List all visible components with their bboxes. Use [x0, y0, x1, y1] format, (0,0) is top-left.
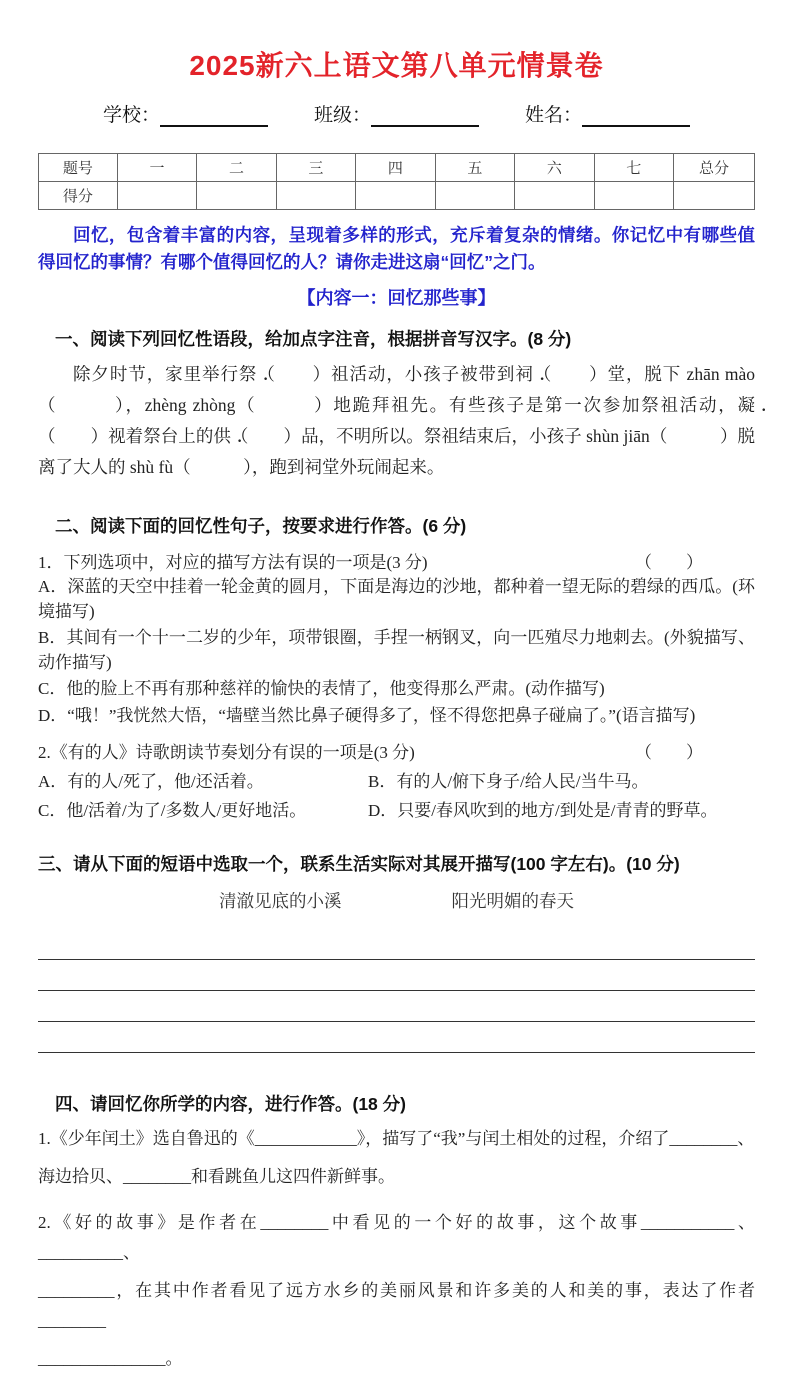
q2-option-c: C．他/活着/为了/多数人/更好地活。: [38, 801, 307, 820]
score-table-cell: 四: [356, 154, 435, 182]
score-cell-empty: [117, 182, 196, 210]
intro-paragraph: 回忆，包含着丰富的内容，呈现着多样的形式，充斥着复杂的情绪。你记忆中有哪些值得回忆的事情？有哪个值得回忆的人？请你走进这扇“回忆”之门。: [38, 225, 755, 272]
passage-text: （ ）堂，脱下 zhān mào（ ），zhèng zhòng（ ）地跪拜祖先。有些孩子是第一次参加祭祖活动，: [38, 364, 756, 415]
score-cell-empty: [435, 182, 514, 210]
score-table-cell: 二: [197, 154, 276, 182]
section4-q1-line1: 1.《少年闰土》选自鲁迅的《____________》，描写了“我”与闰土相处的过程，介绍了________、: [38, 1129, 755, 1148]
score-table-score-row: [39, 182, 755, 210]
school-field: [103, 100, 268, 127]
score-table-cell: 总分: [674, 154, 755, 182]
class-field: [314, 100, 479, 127]
student-info-row: [38, 100, 755, 127]
q1-answer-paren: （ ）: [635, 553, 703, 572]
score-cell-empty: [674, 182, 755, 210]
school-blank: [160, 105, 268, 127]
section4-heading: 四、请回忆你所学的内容，进行作答。(18 分): [55, 1094, 406, 1114]
section4-q2-line3: _______________。: [38, 1349, 183, 1368]
school-label: 学校：: [102, 105, 160, 126]
name-field: [525, 100, 690, 127]
score-cell-empty: [197, 182, 276, 210]
writing-line: [38, 991, 755, 1022]
passage-text: 除夕时节，家里举行: [73, 364, 239, 384]
writing-lines: [38, 929, 755, 1053]
section4-q1-line2: 海边拾贝、________和看跳鱼儿这四件新鲜事。: [38, 1167, 395, 1186]
q2-option-b: B．有的人/俯下身子/给人民/当牛马。: [368, 772, 649, 791]
q1-option-c: C．他的脸上不再有那种慈祥的愉快的表情了，他变得那么严肃。(动作描写): [38, 679, 605, 698]
q1-option-a: A．深蓝的天空中挂着一轮金黄的圆月，下面是海边的沙地，都种着一望无际的碧绿的西瓜。(环境描写): [38, 577, 755, 621]
score-table: [38, 153, 755, 210]
q2-option-a: A．有的人/死了，他/还活着。: [38, 772, 264, 791]
score-table-cell: 六: [515, 154, 594, 182]
writing-line: [38, 960, 755, 991]
dotted-char: 祭: [238, 364, 258, 384]
section2-heading: 二、阅读下面的回忆性句子，按要求进行作答。(6 分): [55, 516, 467, 536]
writing-line: [38, 1022, 755, 1053]
page-title: 2025新六上语文第八单元情景卷: [189, 50, 604, 81]
score-table-header-row: [39, 154, 755, 182]
section2-q1-stem-row: [38, 548, 755, 573]
class-label: 班级：: [313, 105, 371, 126]
passage-text: （ ）视着祭台上的: [38, 426, 214, 446]
section3-phrases: [38, 888, 755, 913]
score-cell-empty: [356, 182, 435, 210]
dotted-char: 供: [213, 426, 231, 446]
passage-text: （ ）品，不明所以。祭祖结束后，小孩子 shùn jiān（ ）脱离了大人的 shù fù（ ），跑到祠堂外玩闹起来。: [38, 426, 756, 477]
score-table-cell: 三: [276, 154, 355, 182]
section1-heading: 一、阅读下列回忆性语段，给加点字注音，根据拼音写汉字。(8 分): [55, 329, 572, 349]
score-table-cell: 题号: [39, 154, 118, 182]
q2-answer-paren: （ ）: [635, 743, 703, 762]
score-table-cell: 五: [435, 154, 514, 182]
score-cell-empty: [276, 182, 355, 210]
phrase-spring: 阳光明媚的春天: [451, 891, 574, 911]
section4-q2-line1: 2.《好的故事》是作者在________中看见的一个好的故事，这个故事___________、__________、: [38, 1213, 755, 1262]
content-banner: 【内容一：回忆那些事】: [297, 288, 496, 308]
class-blank: [371, 105, 479, 127]
passage-text: （ ）祖活动，小孩子被带到: [257, 364, 516, 384]
score-cell-empty: [515, 182, 594, 210]
score-table-cell: 七: [594, 154, 673, 182]
section3-heading: 三、请从下面的短语中选取一个，联系生活实际对其展开描写(100 字左右)。(10 分): [38, 854, 680, 874]
q1-stem: 1．下列选项中，对应的描写方法有误的一项是(3 分): [38, 553, 428, 572]
q2-stem: 2.《有的人》诗歌朗读节奏划分有误的一项是(3 分): [38, 743, 415, 762]
score-table-cell: 一: [117, 154, 196, 182]
q2-options-row1: [38, 767, 755, 792]
section1-passage: [38, 359, 755, 483]
dotted-char: 祠: [515, 364, 534, 384]
section4-q2-line2: _________，在其中作者看见了远方水乡的美丽风景和许多美的人和美的事，表达了作者________: [38, 1281, 755, 1330]
section2-q2-stem-row: [38, 738, 755, 763]
phrase-stream: 清澈见底的小溪: [219, 891, 342, 911]
score-cell-empty: [594, 182, 673, 210]
q2-option-d: D．只要/春风吹到的地方/到处是/青青的野草。: [368, 801, 718, 820]
dotted-char: 凝: [737, 395, 755, 415]
writing-line: [38, 929, 755, 960]
name-blank: [582, 105, 690, 127]
name-label: 姓名：: [525, 105, 583, 126]
q2-options-row2: [38, 796, 755, 821]
q1-option-d: D．“哦！”我恍然大悟，“墙壁当然比鼻子硬得多了，怪不得您把鼻子碰扁了。”(语言描写): [38, 705, 696, 725]
q1-option-b: B．其间有一个十一二岁的少年，项带银圈，手捏一柄钢叉，向一匹殖尽力地刺去。(外貌描写、动作描写): [38, 628, 755, 672]
score-row-label: 得分: [39, 182, 118, 210]
